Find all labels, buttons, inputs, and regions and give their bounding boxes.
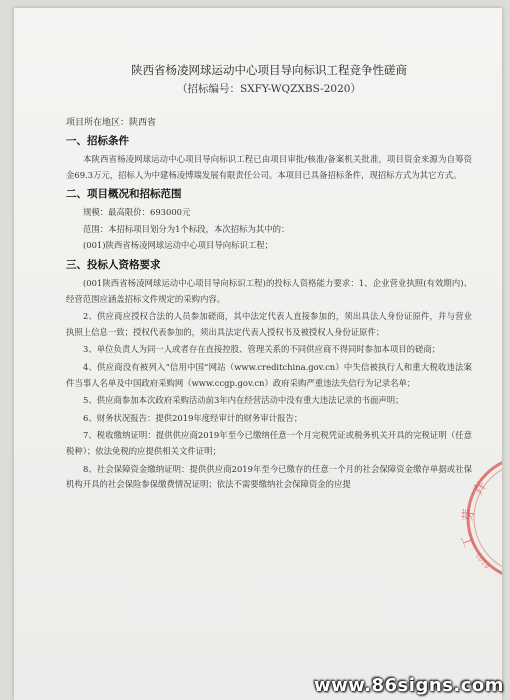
svg-text:6101: 6101	[473, 551, 492, 570]
site-watermark: www.86signs.com	[313, 675, 504, 696]
svg-text:芽: 芽	[461, 508, 478, 523]
qualification-item-6: 6、财务状况报告：提供2019年度经审计的财务审计报告；	[83, 412, 303, 423]
qualification-item-3: 3、单位负责人为同一人或者存在直接控股、管理关系的不同供应商不得同时参加本项目的磋商；	[83, 344, 441, 355]
qualification-item-4: 4、供应商没有被列入“信用中国”网站（www.creditchina.gov.cn）中失信被执行人和重大税收违法案件当事人名单及中国政府采购网（www.ccgp.gov.cn）政府采购严重违法失信行为记录名单；	[66, 361, 472, 388]
overview-scope: 范围：本招标项目划分为1个标段，本次招标为其中的：	[83, 223, 290, 234]
svg-text:工: 工	[459, 532, 478, 550]
section-heading-conditions: 一、招标条件	[66, 135, 129, 147]
qualification-item-7: 7、税收缴纳证明：提供供应商2019年至今已缴纳任意一个月完税凭证或税务机关开具的完税证明（任意税种）；依法免税的应提供相关文件证明；	[66, 430, 472, 456]
qualification-item-1: (001陕西省杨凌网球运动中心项目导向标识工程)的投标人资格能力要求：1、企业营业执照(有效期内)、经营范围应涵盖招标文件规定的采购内容。	[66, 277, 472, 304]
document-page	[14, 8, 502, 700]
overview-scale: 规模：最高限价：693000元	[83, 207, 191, 218]
qualification-item-2: 2、供应商应授权合法的人员参加磋商，其中法定代表人直接参加的，须出具法人身份证原件，并与营业执照上信息一致；授权代表参加的，须出具法定代表人授权书及被授权人身份证原件；	[66, 311, 472, 337]
svg-text:卉: 卉	[470, 479, 490, 498]
qualification-item-5: 5、供应商参加本次政府采购活动前3年内在经营活动中没有重大违法记录的书面声明；	[83, 395, 404, 406]
tender-number: （招标编号：SXFY-WQZXBS-2020）	[177, 83, 361, 95]
document-title: 陕西省杨凌网球运动中心项目导向标识工程竞争性磋商	[131, 63, 407, 77]
section-heading-overview: 二、项目概况和招标范围	[66, 188, 182, 201]
conditions-paragraph: 本陕西省杨凌网球运动中心项目导向标识工程已由项目审批/核准/备案机关批准，项目资金来源为自筹资金69.3万元，招标人为中建杨凌博瑞发展有限责任公司。本项目已具备招标条件，现招标方式为其它方式。	[66, 154, 472, 180]
project-region: 项目所在地区：陕西省	[66, 118, 157, 128]
overview-lot: (001)陕西省杨凌网球运动中心项目导向标识工程；	[83, 240, 274, 251]
document-body	[62, 60, 476, 495]
company-seal-stamp	[450, 438, 502, 598]
section-heading-qualifications: 三、投标人资格要求	[66, 258, 161, 271]
qualification-item-8: 8、社会保障资金缴纳证明：提供供应商2019年至今已缴存的任意一个月的社会保障资金缴存单据或社保机构开具的社会保险参保缴费情况证明；依法不需要缴纳社会保障资金的应提	[66, 463, 472, 490]
